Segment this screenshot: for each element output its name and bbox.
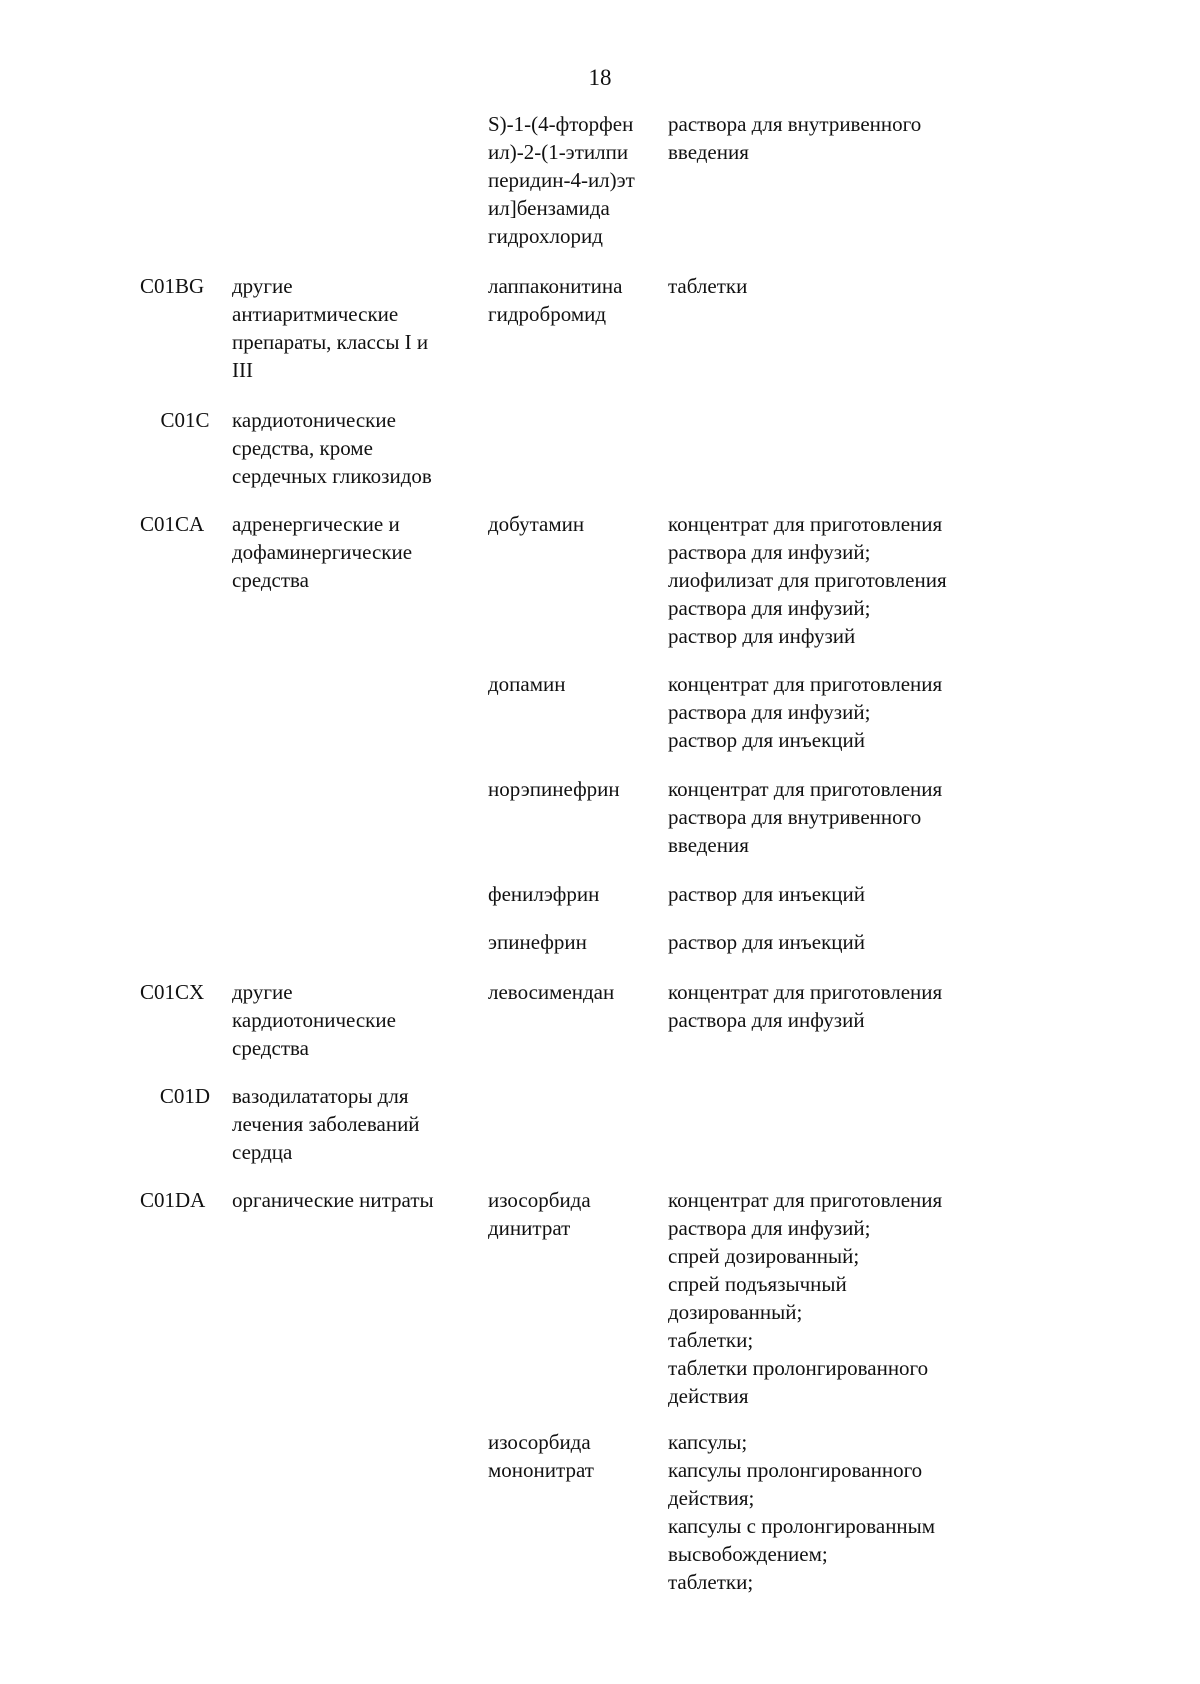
pharm-group: другие антиаритмические препараты, классы I и III	[232, 274, 429, 382]
atc-code: C01C	[160, 408, 210, 432]
drug-name: левосимендан	[488, 980, 615, 1004]
drug-name: изосорбида динитрат	[488, 1188, 591, 1240]
pharm-group: органические нитраты	[232, 1188, 434, 1212]
pharm-group: адренергические и дофаминергические средства	[232, 512, 413, 592]
dosage-form: концентрат для приготовления раствора для инфузий; спрей дозированный; спрей подъязычный дозированный; таблетки; таблетки пролонгированного действия	[668, 1188, 943, 1408]
drug-name: S)-1-(4-фторфен ил)-2-(1-этилпи перидин-4-ил)эт ил]бензамида гидрохлорид	[488, 112, 635, 248]
page-number: 18	[588, 65, 612, 90]
atc-code: C01CX	[140, 980, 205, 1004]
atc-code: C01DA	[140, 1188, 206, 1212]
dosage-form: раствор для инъекций	[668, 930, 865, 954]
drug-name: изосорбида мононитрат	[488, 1430, 594, 1482]
drug-name: фенилэфрин	[488, 882, 600, 906]
pharm-group: вазодилататоры для лечения заболеваний сердца	[232, 1084, 420, 1164]
atc-code: C01BG	[140, 274, 205, 298]
pharm-group: другие кардиотонические средства	[232, 980, 396, 1060]
atc-code: C01CA	[140, 512, 205, 536]
dosage-form: концентрат для приготовления раствора для инфузий; раствор для инъекций	[668, 672, 943, 752]
drug-name: допамин	[488, 672, 566, 696]
atc-code: C01D	[159, 1084, 211, 1108]
drug-name: норэпинефрин	[488, 777, 620, 801]
dosage-form: таблетки	[668, 274, 748, 298]
pharm-group: кардиотонические средства, кроме сердечных гликозидов	[232, 408, 432, 488]
dosage-form: капсулы; капсулы пролонгированного действия; капсулы с пролонгированным высвобождением; таблетки;	[668, 1430, 936, 1594]
dosage-form: концентрат для приготовления раствора для инфузий	[668, 980, 943, 1032]
dosage-form: раствора для внутривенного введения	[668, 112, 922, 164]
dosage-form: раствор для инъекций	[668, 882, 865, 906]
dosage-form: концентрат для приготовления раствора для инфузий; лиофилизат для приготовления раствора для инфузий; раствор для инфузий	[668, 512, 947, 648]
drug-name: лаппаконитина гидробромид	[488, 274, 623, 326]
drug-name: добутамин	[488, 512, 585, 536]
drug-name: эпинефрин	[488, 930, 587, 954]
dosage-form: концентрат для приготовления раствора для внутривенного введения	[668, 777, 943, 857]
